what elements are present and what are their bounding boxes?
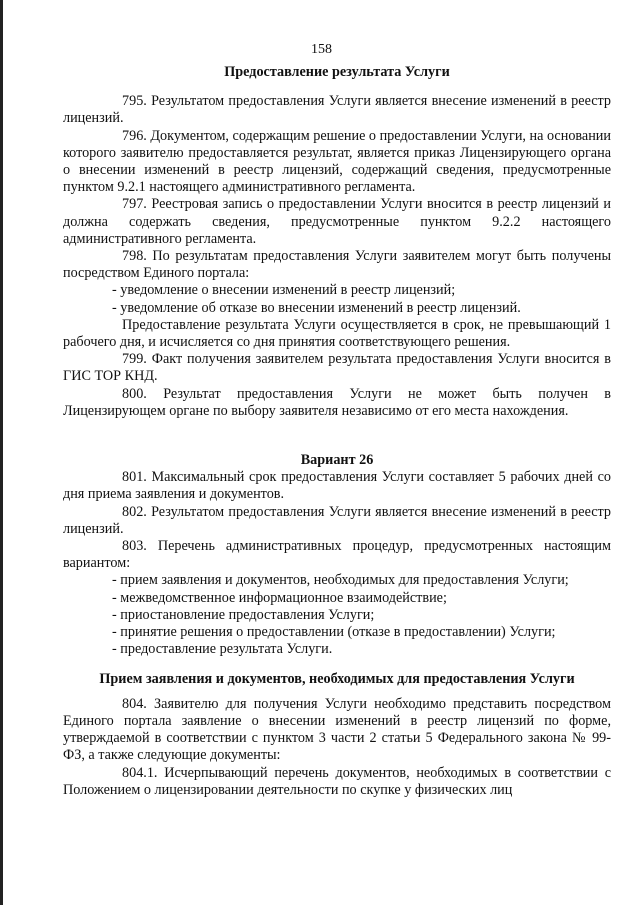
list-item: - приостановление предоставления Услуги;: [112, 606, 375, 623]
list-item: - уведомление об отказе во внесении изменений в реестр лицензий.: [112, 299, 521, 316]
paragraph-802: 802. Результатом предоставления Услуги является внесение изменений в реестр лицензий.: [63, 503, 611, 537]
list-item: - принятие решения о предоставлении (отказе в предоставлении) Услуги;: [112, 624, 556, 641]
paragraph-804: 804. Заявителю для получения Услуги необходимо представить посредством Единого портала заявление о внесении изменений в реестр лицензий по форме, утверждаемой в соответствии с пунктом 3 части 2 статьи 5 Федерального закона № 99-ФЗ, а также следующие документы:: [63, 695, 611, 764]
section-heading-variant: Вариант 26: [300, 452, 374, 469]
paragraph-800: 800. Результат предоставления Услуги не может быть получен в Лицензирующем органе по выбору заявителя независимо от его места нахождения.: [63, 385, 611, 419]
section-heading-reception: Прием заявления и документов, необходимых для предоставления Услуги: [99, 670, 575, 687]
section-heading-result: Предоставление результата Услуги: [224, 64, 450, 80]
paragraph-798: 798. По результатам предоставления Услуги заявителем могут быть получены посредством Единого портала:: [63, 248, 611, 282]
paragraph-797: 797. Реестровая запись о предоставлении Услуги вносится в реестр лицензий и должна содержать сведения, предусмотренные пунктом 9.2.2 настоящего административного регламента.: [63, 196, 611, 247]
list-item: - прием заявления и документов, необходимых для предоставления Услуги;: [112, 572, 569, 589]
list-item: - предоставление результата Услуги.: [112, 641, 333, 658]
page-content: [63, 64, 611, 799]
paragraph-801: 801. Максимальный срок предоставления Услуги составляет 5 рабочих дней со дня приема заявления и документов.: [63, 469, 611, 503]
paragraph-795: 795. Результатом предоставления Услуги является внесение изменений в реестр лицензий.: [63, 93, 611, 127]
paragraph-803: 803. Перечень административных процедур, предусмотренных настоящим вариантом:: [63, 538, 611, 572]
paragraph-result-term: Предоставление результата Услуги осуществляется в срок, не превышающий 1 рабочего дня, и исчисляется со дня принятия соответствующего решения.: [63, 316, 611, 351]
page-number: 158: [311, 42, 332, 57]
paragraph-804-1: 804.1. Исчерпывающий перечень документов, необходимых в соответствии с Положением о лицензировании деятельности по скупке у физических лиц: [63, 764, 611, 798]
paragraph-796: 796. Документом, содержащим решение о предоставлении Услуги, на основании которого заявителю предоставляется результат, является приказ Лицензирующего органа о внесении изменений в реестр лицензий, содержащий сведения, предусмотренные пунктом 9.2.1 настоящего административного регламента.: [63, 127, 611, 196]
list-item: - уведомление о внесении изменений в реестр лицензий;: [112, 282, 456, 299]
list-item: - межведомственное информационное взаимодействие;: [112, 589, 447, 606]
paragraph-799: 799. Факт получения заявителем результата предоставления Услуги вносится в ГИС ТОР КНД.: [63, 351, 611, 385]
